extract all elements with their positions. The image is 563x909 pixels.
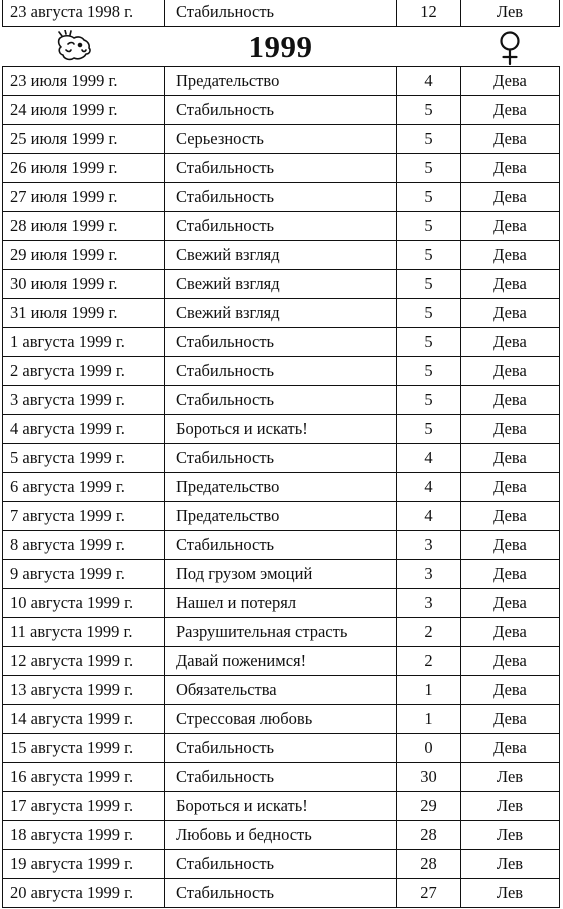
sign-cell: Дева [461,647,560,676]
table-row [3,850,560,879]
number-cell: 12 [397,0,461,27]
sign-cell: Дева [461,270,560,299]
sign-cell: Лев [461,0,560,27]
venus-icon [497,30,523,66]
sign-cell: Дева [461,589,560,618]
sign-cell: Дева [461,96,560,125]
calendar-table-body [3,67,560,908]
date-cell: 31 июля 1999 г. [3,299,165,328]
table-row [3,241,560,270]
phrase-cell: Стабильность [165,183,397,212]
phrase-cell: Предательство [165,67,397,96]
number-cell: 5 [397,183,461,212]
sign-cell: Дева [461,241,560,270]
number-cell: 5 [397,212,461,241]
number-cell: 4 [397,473,461,502]
sign-cell: Дева [461,212,560,241]
number-cell: 27 [397,879,461,908]
number-cell: 5 [397,415,461,444]
date-cell: 13 августа 1999 г. [3,676,165,705]
phrase-cell: Стабильность [165,154,397,183]
table-row [3,821,560,850]
date-cell: 8 августа 1999 г. [3,531,165,560]
table-row [3,560,560,589]
number-cell: 30 [397,763,461,792]
sign-cell: Дева [461,328,560,357]
phrase-cell: Предательство [165,502,397,531]
date-cell: 1 августа 1999 г. [3,328,165,357]
table-row [3,589,560,618]
date-cell: 17 августа 1999 г. [3,792,165,821]
date-cell: 28 июля 1999 г. [3,212,165,241]
table-row [3,444,560,473]
number-cell: 3 [397,531,461,560]
number-cell: 4 [397,67,461,96]
phrase-cell: Стабильность [165,212,397,241]
sign-cell: Дева [461,618,560,647]
date-cell: 27 июля 1999 г. [3,183,165,212]
phrase-cell: Стабильность [165,531,397,560]
table-row [3,328,560,357]
sign-cell: Лев [461,879,560,908]
phrase-cell: Любовь и бедность [165,821,397,850]
phrase-cell: Стрессовая любовь [165,705,397,734]
phrase-cell: Стабильность [165,850,397,879]
date-cell: 20 августа 1999 г. [3,879,165,908]
phrase-cell: Бороться и искать! [165,415,397,444]
table-row [3,125,560,154]
sign-cell: Дева [461,67,560,96]
table-row [3,502,560,531]
sign-cell: Дева [461,531,560,560]
number-cell: 5 [397,241,461,270]
table-row [3,705,560,734]
phrase-cell: Стабильность [165,357,397,386]
sign-cell: Лев [461,763,560,792]
date-cell: 6 августа 1999 г. [3,473,165,502]
table-row [3,763,560,792]
number-cell: 5 [397,386,461,415]
phrase-cell: Свежий взгляд [165,270,397,299]
sign-cell: Лев [461,850,560,879]
table-row [3,531,560,560]
table-row [3,0,560,27]
number-cell: 3 [397,589,461,618]
table-row [3,386,560,415]
table-row [3,792,560,821]
number-cell: 5 [397,328,461,357]
date-cell: 11 августа 1999 г. [3,618,165,647]
phrase-cell: Бороться и искать! [165,792,397,821]
date-cell: 15 августа 1999 г. [3,734,165,763]
table-row [3,879,560,908]
sign-cell: Дева [461,444,560,473]
sign-cell: Дева [461,183,560,212]
year-header [2,28,559,66]
table-row [3,67,560,96]
sign-cell: Лев [461,821,560,850]
number-cell: 0 [397,734,461,763]
table-row [3,618,560,647]
phrase-cell: Стабильность [165,328,397,357]
phrase-cell: Стабильность [165,879,397,908]
phrase-cell: Давай поженимся! [165,647,397,676]
number-cell: 1 [397,705,461,734]
date-cell: 30 июля 1999 г. [3,270,165,299]
sign-cell: Дева [461,357,560,386]
number-cell: 4 [397,444,461,473]
sign-cell: Дева [461,560,560,589]
previous-year-table [2,0,560,27]
phrase-cell: Предательство [165,473,397,502]
sign-cell: Дева [461,154,560,183]
table-row [3,183,560,212]
year-title: 1999 [248,29,313,64]
date-cell: 26 июля 1999 г. [3,154,165,183]
sign-cell: Дева [461,415,560,444]
table-row [3,734,560,763]
sign-cell: Дева [461,473,560,502]
table-row [3,154,560,183]
table-row [3,299,560,328]
date-cell: 2 августа 1999 г. [3,357,165,386]
number-cell: 4 [397,502,461,531]
date-cell: 5 августа 1999 г. [3,444,165,473]
date-cell: 14 августа 1999 г. [3,705,165,734]
sign-cell: Дева [461,502,560,531]
date-cell: 12 августа 1999 г. [3,647,165,676]
sign-cell: Дева [461,299,560,328]
number-cell: 5 [397,125,461,154]
date-cell: 7 августа 1999 г. [3,502,165,531]
phrase-cell: Стабильность [165,0,397,27]
date-cell: 24 июля 1999 г. [3,96,165,125]
phrase-cell: Стабильность [165,763,397,792]
sign-cell: Дева [461,705,560,734]
phrase-cell: Разрушительная страсть [165,618,397,647]
phrase-cell: Обязательства [165,676,397,705]
sign-cell: Дева [461,386,560,415]
table-row [3,676,560,705]
phrase-cell: Стабильность [165,96,397,125]
table-row [3,647,560,676]
date-cell: 29 июля 1999 г. [3,241,165,270]
date-cell: 19 августа 1999 г. [3,850,165,879]
number-cell: 5 [397,96,461,125]
date-cell: 3 августа 1999 г. [3,386,165,415]
sign-cell: Лев [461,792,560,821]
sign-cell: Дева [461,125,560,154]
table-row [3,415,560,444]
phrase-cell: Свежий взгляд [165,299,397,328]
phrase-cell: Серьезность [165,125,397,154]
phrase-cell: Стабильность [165,386,397,415]
number-cell: 2 [397,647,461,676]
table-row [3,212,560,241]
number-cell: 3 [397,560,461,589]
phrase-cell: Под грузом эмоций [165,560,397,589]
table-row [3,270,560,299]
date-cell: 25 июля 1999 г. [3,125,165,154]
number-cell: 1 [397,676,461,705]
date-cell: 10 августа 1999 г. [3,589,165,618]
phrase-cell: Свежий взгляд [165,241,397,270]
number-cell: 5 [397,270,461,299]
number-cell: 5 [397,299,461,328]
number-cell: 5 [397,154,461,183]
number-cell: 28 [397,821,461,850]
table-row [3,473,560,502]
table-row [3,357,560,386]
date-cell: 18 августа 1999 г. [3,821,165,850]
number-cell: 29 [397,792,461,821]
phrase-cell: Стабильность [165,444,397,473]
number-cell: 28 [397,850,461,879]
number-cell: 2 [397,618,461,647]
sign-cell: Дева [461,734,560,763]
date-cell: 9 августа 1999 г. [3,560,165,589]
date-cell: 16 августа 1999 г. [3,763,165,792]
date-cell: 23 августа 1998 г. [3,0,165,27]
table-row [3,96,560,125]
number-cell: 5 [397,357,461,386]
sign-cell: Дева [461,676,560,705]
date-cell: 23 июля 1999 г. [3,67,165,96]
phrase-cell: Стабильность [165,734,397,763]
phrase-cell: Нашел и потерял [165,589,397,618]
calendar-table [2,66,560,908]
date-cell: 4 августа 1999 г. [3,415,165,444]
